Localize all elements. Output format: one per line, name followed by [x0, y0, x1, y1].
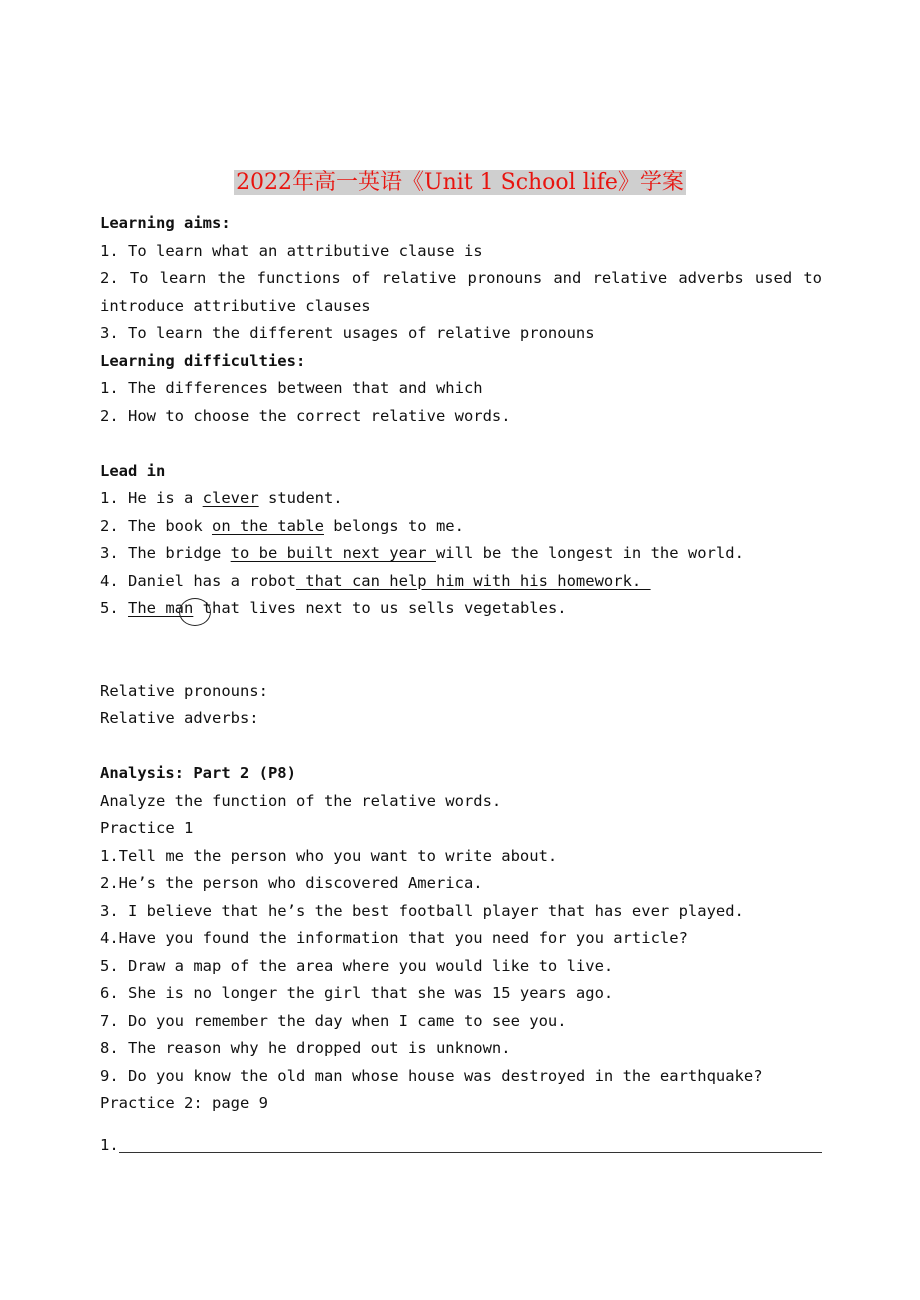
blank-number: 1. — [100, 1135, 119, 1154]
practice-item: 6. She is no longer the girl that she was 15 years ago. — [100, 984, 614, 1002]
title-text: 2022年高一英语《Unit 1 School life》学案 — [236, 170, 684, 195]
sentence-text: 4. Daniel has a robot — [100, 571, 296, 590]
answer-blank-1[interactable] — [100, 1132, 822, 1160]
spacer — [100, 430, 822, 458]
practice-item: 9. Do you know the old man whose house was destroyed in the earthquake? — [100, 1066, 763, 1085]
underlined-modifier: to be built next year — [230, 544, 436, 562]
practice-item: 8. The reason why he dropped out is unknown. — [100, 1039, 511, 1057]
sentence-text: 3. The bridge — [100, 544, 231, 562]
sentence-text: lives next to us sells vegetables. — [240, 599, 567, 617]
aim-2-line-2: introduce attributive clauses — [100, 296, 371, 315]
practice-item: 2.He’s the person who discovered America. — [100, 874, 483, 892]
spacer — [100, 733, 822, 761]
difficulties-heading: Learning difficulties: — [100, 351, 306, 370]
practice-item: 1.Tell me the person who you want to write about. — [100, 846, 558, 865]
practice-item: 3. I believe that he’s the best football player that has ever played. — [100, 901, 744, 920]
practice-2-label: Practice 2: page 9 — [100, 1094, 268, 1112]
practice-item: 4.Have you found the information that you need for you article? — [100, 929, 688, 947]
underlined-modifier: on the table — [211, 516, 324, 535]
lead-in-heading: Lead in — [100, 461, 166, 480]
practice-1-label: Practice 1 — [100, 819, 194, 837]
sentence-text: 1. He is a — [100, 489, 203, 507]
lead-in-sentence-1 — [100, 485, 822, 513]
sentence-text: 2. The book — [100, 516, 212, 535]
practice-item: 7. Do you remember the day when I came to see you. — [100, 1011, 567, 1030]
difficulty-1: 1. The differences between that and which — [100, 379, 483, 397]
analysis-heading: Analysis: Part 2 (P8) — [100, 764, 296, 782]
lead-in-sentence-2 — [100, 513, 822, 541]
underlined-modifier: clever — [202, 489, 259, 507]
aim-3: 3. To learn the different usages of relative pronouns — [100, 324, 595, 342]
aims-heading: Learning aims: — [100, 214, 231, 232]
practice-item: 5. Draw a map of the area where you would like to live. — [100, 956, 614, 975]
worksheet-body — [100, 210, 822, 1159]
sentence-text: belongs to me. — [323, 516, 464, 535]
spacer — [100, 623, 822, 678]
difficulty-2: 2. How to choose the correct relative words. — [100, 406, 511, 425]
lead-in-sentence-5 — [100, 595, 822, 623]
analysis-instruction: Analyze the function of the relative words. — [100, 791, 502, 810]
lead-in-sentence-4 — [100, 568, 822, 596]
lead-in-sentence-3 — [100, 540, 822, 568]
sentence-text: student. — [258, 489, 343, 507]
underlined-antecedent: The man — [128, 599, 194, 617]
answer-rule[interactable] — [119, 1134, 822, 1153]
underlined-modifier: that can help him with his homework. — [295, 571, 651, 590]
sentence-text: 5. — [100, 599, 128, 617]
relative-adverbs-label: Relative adverbs: — [100, 709, 259, 727]
circled-relative-word: that — [193, 595, 240, 623]
relative-pronouns-label: Relative pronouns: — [100, 681, 268, 700]
aim-1: 1. To learn what an attributive clause is — [100, 241, 483, 260]
sentence-text: will be the longest in the world. — [435, 544, 744, 562]
aim-2-line-1: 2. To learn the functions of relative pronouns and relative adverbs used to — [100, 269, 822, 287]
page-title — [0, 166, 920, 200]
